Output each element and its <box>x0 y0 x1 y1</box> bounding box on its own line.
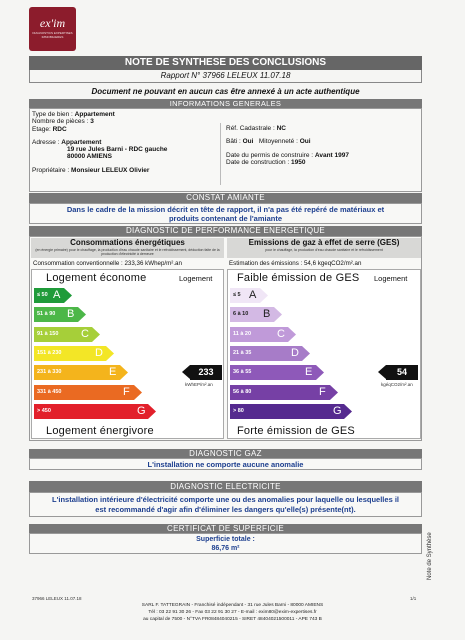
energy-band-letter: F <box>123 385 130 398</box>
elec-header: DIAGNOSTIC ELECTRICITE <box>29 481 422 492</box>
ges-head <box>227 238 421 258</box>
ges-band-range: ≤ 5 <box>233 292 241 298</box>
ges-band-g <box>230 404 352 419</box>
ges-band-range: 21 à 35 <box>233 349 252 356</box>
energy-band-range: 51 à 90 <box>37 311 56 318</box>
ges-band-range: > 80 <box>233 407 244 414</box>
footer-ref: 37966 LELEUX 11.07.18 <box>32 596 82 601</box>
ges-band-d <box>230 346 310 361</box>
ges-band-letter: A <box>249 289 257 301</box>
info-right-column <box>226 125 416 166</box>
type-row <box>32 111 217 118</box>
permis-label: Date du permis de construire : <box>226 151 314 159</box>
ges-band-letter: F <box>319 385 326 398</box>
energy-head <box>31 238 224 258</box>
ges-unit: kgéqCO2/m².an <box>381 382 413 388</box>
energy-band-letter: E <box>109 366 117 379</box>
pieces-label: Nombre de pièces : <box>32 118 89 126</box>
info-left-column <box>32 111 217 174</box>
etage-value: RDC <box>52 125 67 133</box>
adresse-line2: 19 rue Jules Barni - RDC gauche <box>67 146 168 154</box>
logo-brand: ex'im <box>39 16 66 30</box>
ges-band-b <box>230 307 282 322</box>
energy-band-a <box>34 288 72 303</box>
energy-band-letter: G <box>137 404 146 417</box>
energy-band-letter: D <box>95 346 103 359</box>
energy-top-label: Logement économe <box>46 272 147 284</box>
proprio-row <box>32 167 217 174</box>
ges-band-letter: E <box>305 366 313 379</box>
energy-band-letter: A <box>53 289 61 301</box>
mitoyen-value: Oui <box>299 138 311 146</box>
amiante-header: CONSTAT AMIANTE <box>29 193 422 203</box>
energy-bottom-label: Logement énergivore <box>46 425 154 437</box>
adresse-line1: Appartement <box>61 138 102 146</box>
superficie-value: 86,76 m² <box>211 545 240 552</box>
ges-title: Emissions de gaz à effet de serre (GES) <box>248 238 400 247</box>
energy-band-e <box>34 365 128 380</box>
info-section <box>29 108 422 192</box>
permis-value: Avant 1997 <box>314 151 349 159</box>
gaz-text: L'installation ne comporte aucune anomalie <box>29 458 422 470</box>
energy-summary: Consommation conventionnelle : 233,36 kWhep/m².an <box>33 260 182 267</box>
construction-row <box>226 159 416 166</box>
pieces-value: 3 <box>90 118 94 126</box>
ges-band-range: 56 à 80 <box>233 388 252 395</box>
adresse-label: Adresse : <box>32 138 60 146</box>
ges-label-panel <box>227 269 421 439</box>
ges-band-letter: G <box>333 404 342 417</box>
footer-line2: Tél : 03 22 91 30 26 - Fax 03 22 91 30 27 - E-mail : exim80@exim-expertises.fr <box>148 610 317 615</box>
energy-logement-label: Logement <box>179 274 213 283</box>
ges-desc: pour le chauffage, la production d'eau chaude sanitaire et le refroidissement <box>265 248 383 252</box>
legal-notice: Document ne pouvant en aucun cas être annexé à un acte authentique <box>91 87 360 96</box>
footer-page: 1/1 <box>410 596 417 601</box>
superficie-header: CERTIFICAT DE SUPERFICIE <box>29 524 422 534</box>
construction-label: Date de construction : <box>226 158 290 166</box>
etage-label: Etage: <box>32 125 51 133</box>
energy-band-range: ≤ 50 <box>37 292 48 298</box>
energy-band-c <box>34 327 100 342</box>
ges-band-letter: D <box>291 346 299 359</box>
company-logo <box>29 7 76 51</box>
type-label: Type de bien : <box>32 111 73 118</box>
type-value: Appartement <box>74 111 115 118</box>
adresse-line3: 80000 AMIENS <box>67 153 112 161</box>
gaz-header: DIAGNOSTIC GAZ <box>29 449 422 459</box>
info-divider <box>220 123 221 185</box>
ges-band-e <box>230 365 324 380</box>
energy-band-d <box>34 346 114 361</box>
bati-row <box>226 138 416 145</box>
bati-value: Oui <box>242 138 254 146</box>
energy-title: Consommations énergétiques <box>70 238 185 247</box>
energy-band-f <box>34 385 142 400</box>
energy-marker: 233 <box>190 365 222 380</box>
ges-band-letter: B <box>263 308 271 321</box>
ges-bottom-label: Forte émission de GES <box>237 425 355 437</box>
permis-row <box>226 152 416 159</box>
bati-label: Bâti : <box>226 138 241 146</box>
dpe-header: DIAGNOSTIC DE PERFORMANCE ENERGETIQUE <box>29 226 422 236</box>
cadastre-value: NC <box>276 125 286 132</box>
energy-band-range: 91 à 150 <box>37 330 59 337</box>
proprio-label: Propriétaire : <box>32 166 70 174</box>
energy-desc: (en énergie primaire) pour le chauffage, la production d'eau chaude sanitaire et le refroidissement, déduction faite de la production d'électricité à demeure <box>35 248 220 256</box>
side-note: Note de Synthèse <box>427 532 433 580</box>
amiante-section <box>29 203 422 224</box>
energy-band-g <box>34 404 156 419</box>
ges-top-label: Faible émission de GES <box>237 272 360 284</box>
ges-band-range: 36 à 55 <box>233 369 252 376</box>
ges-band-range: 6 à 10 <box>233 311 249 318</box>
energy-band-b <box>34 307 86 322</box>
logo-tagline: DIAGNOSTICS EXPERTISES IMMOBILIERES <box>32 31 73 39</box>
superficie-section <box>29 533 422 554</box>
ges-band-a <box>230 288 268 303</box>
proprio-value: Monsieur LELEUX Olivier <box>71 166 150 174</box>
ges-band-letter: C <box>277 327 285 340</box>
cadastre-label: Réf. Cadastrale : <box>226 125 275 132</box>
report-number: Rapport N° 37966 LELEUX 11.07.18 <box>29 70 422 83</box>
energy-band-letter: B <box>67 308 75 321</box>
amiante-line2: produits contenant de l'amiante <box>168 214 283 223</box>
footer-line1: SARL F. TATTEGRAIN - Franchisé indépendant - 31 rue Jules Barni - 80000 AMIENS <box>141 603 324 608</box>
energy-band-range: 231 à 330 <box>37 369 62 376</box>
energy-band-range: > 450 <box>37 407 51 414</box>
mitoyen-label: Mitoyenneté : <box>258 138 298 146</box>
elec-line2: est recommandé d'agir afin d'éliminer les dangers qu'elle(s) présente(nt). <box>95 505 356 514</box>
footer-line3: au capital de 7500 - N°TVA FR08484040215 - SIRET 48404021500011 - APE 743 B <box>143 617 322 622</box>
ges-summary: Estimation des émissions : 54,6 kgeqCO2/m².an <box>229 260 362 267</box>
dpe-section <box>29 236 422 441</box>
ges-logement-label: Logement <box>374 274 408 283</box>
cadastre-row <box>226 125 416 132</box>
construction-value: 1950 <box>291 158 306 166</box>
pieces-row <box>32 118 217 125</box>
energy-band-range: 151 à 230 <box>37 349 62 356</box>
page-title: NOTE DE SYNTHESE DES CONCLUSIONS <box>29 56 422 70</box>
superficie-label: Superficie totale : <box>196 536 255 543</box>
energy-band-letter: C <box>81 327 89 340</box>
ges-marker: 54 <box>386 365 418 380</box>
energy-unit: kWhEP/m².an <box>185 382 213 388</box>
amiante-line1: Dans le cadre de la mission décrit en tête de rapport, il n'a pas été repéré de matériaux et <box>66 205 385 214</box>
ges-band-f <box>230 385 338 400</box>
info-header: INFORMATIONS GENERALES <box>29 99 422 109</box>
elec-line1: L'installation intérieure d'électricité comporte une ou des anomalies pour laquelle ou lesquelles il <box>52 495 399 504</box>
adresse-row <box>32 139 217 146</box>
ges-band-range: 11 à 20 <box>233 330 252 337</box>
etage-row <box>32 126 217 133</box>
energy-band-range: 331 à 450 <box>37 388 62 395</box>
ges-band-c <box>230 327 296 342</box>
energy-label-panel <box>31 269 224 439</box>
elec-section <box>29 492 422 517</box>
